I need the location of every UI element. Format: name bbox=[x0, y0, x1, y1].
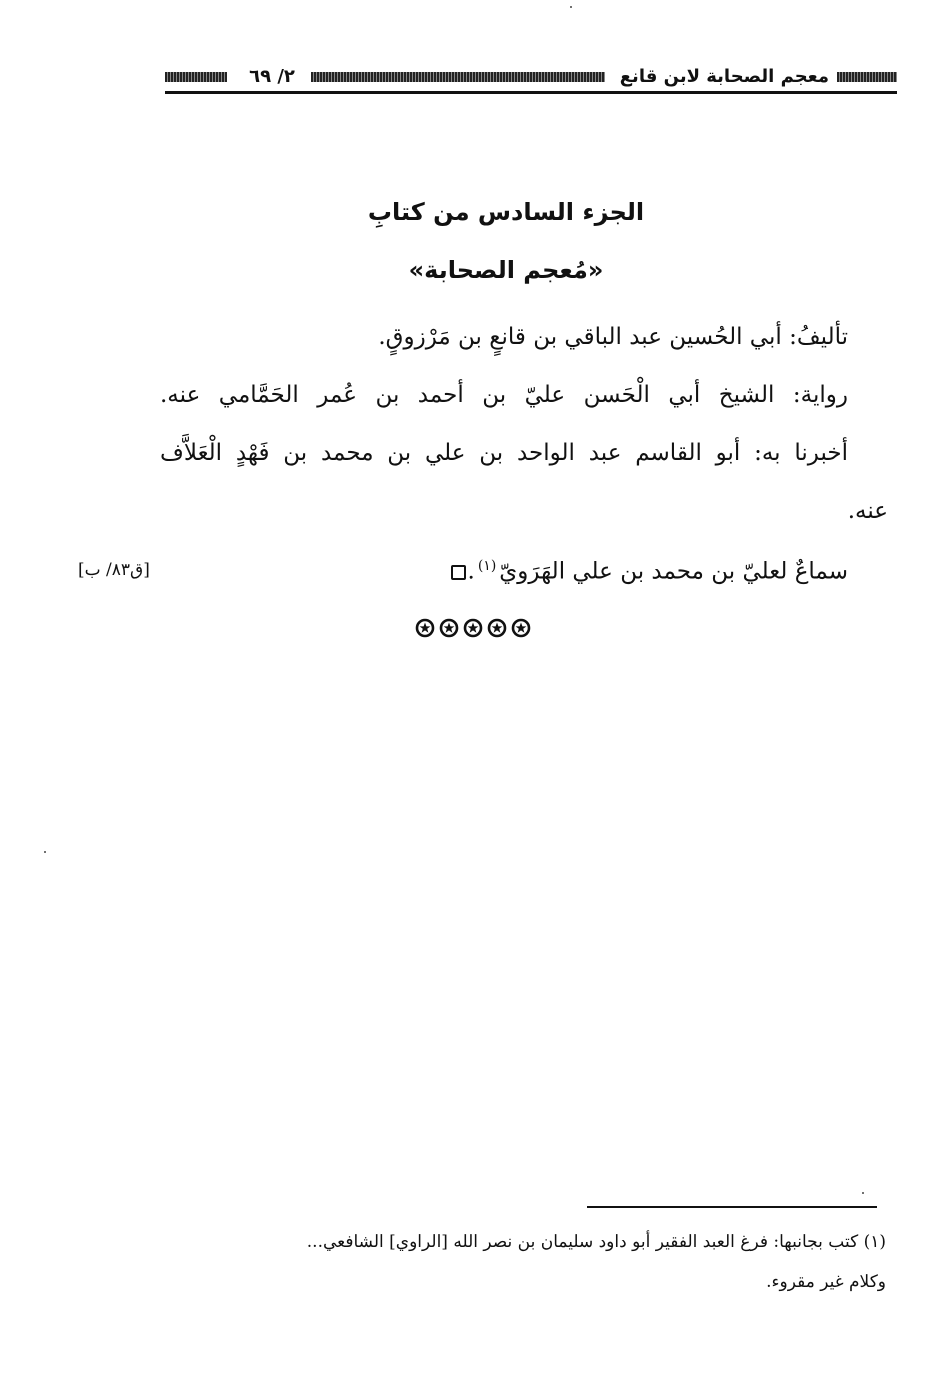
part-heading: الجزء السادس من كتابِ bbox=[367, 198, 645, 226]
star-in-circle-icon bbox=[487, 618, 507, 638]
author-line: تأليفُ: أبي الحُسين عبد الباقي بن قانعٍ بن مَرْزوقٍ. bbox=[378, 324, 848, 350]
scan-speck bbox=[570, 6, 572, 8]
header-rule bbox=[165, 91, 897, 94]
star-in-circle-icon bbox=[511, 618, 531, 638]
footnote-reference: (١) bbox=[477, 558, 497, 574]
footnote-separator bbox=[587, 1206, 877, 1208]
sama-text: سماعٌ لعليّ بن محمد بن علي الهَرَويّ bbox=[499, 558, 848, 585]
footnote-line-2: وكلام غير مقروء. bbox=[766, 1272, 886, 1292]
header-book-title: معجم الصحابة لابن قانع bbox=[619, 66, 829, 87]
section-ornament bbox=[0, 618, 946, 638]
star-in-circle-icon bbox=[439, 618, 459, 638]
book-title: «مُعجم الصحابة» bbox=[408, 256, 604, 284]
star-in-circle-icon bbox=[415, 618, 435, 638]
manuscript-folio-ref: [ق٨٣/ ب] bbox=[78, 560, 150, 580]
scan-speck bbox=[862, 1192, 864, 1194]
sama-line bbox=[451, 558, 849, 585]
scan-speck bbox=[44, 851, 46, 853]
end-square-icon bbox=[451, 565, 466, 580]
informed-line-end: عنه. bbox=[847, 498, 888, 524]
sama-end: . bbox=[467, 558, 475, 585]
informed-line: أخبرنا به: أبو القاسم عبد الواحد بن علي بن محمد بن فَهْدٍ الْعَلاَّف bbox=[160, 440, 848, 466]
header-ornament-right bbox=[837, 72, 897, 82]
star-in-circle-icon bbox=[463, 618, 483, 638]
footnote-line-1: (١) كتب بجانبها: فرغ العبد الفقير أبو داود سليمان بن نصر الله [الراوي] الشافعي... bbox=[306, 1232, 886, 1252]
narration-line: رواية: الشيخ أبي الْحَسن عليّ بن أحمد بن عُمر الحَمَّامي عنه. bbox=[160, 382, 848, 408]
running-header bbox=[165, 64, 897, 94]
header-ornament-middle bbox=[311, 72, 605, 82]
header-ornament-left bbox=[165, 72, 227, 82]
header-page-number: ٢/ ٦٩ bbox=[249, 66, 295, 87]
